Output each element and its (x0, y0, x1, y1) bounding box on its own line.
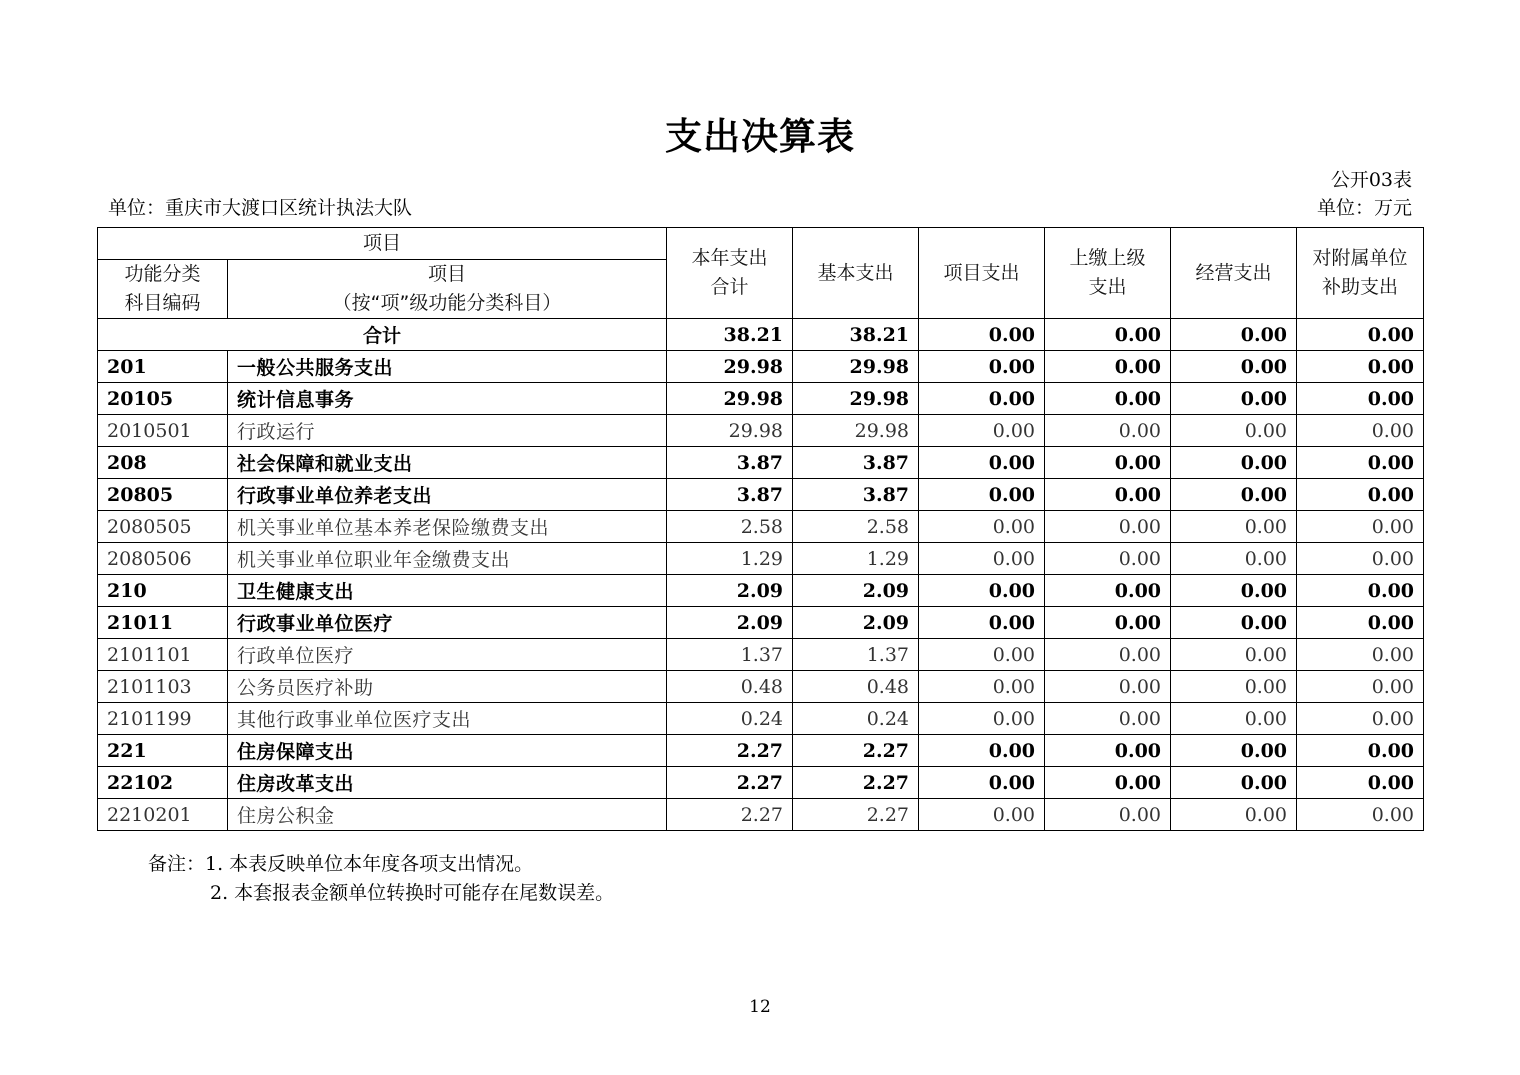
row-cell-total: 29.98 (667, 351, 793, 383)
table-row (98, 351, 1424, 383)
row-name: 社会保障和就业支出 (228, 447, 667, 479)
table-row (98, 575, 1424, 607)
table-row (98, 383, 1424, 415)
row-cell-total: 2.09 (667, 607, 793, 639)
row-cell-upper: 0.00 (1045, 735, 1171, 767)
page-number: 12 (749, 997, 771, 1017)
row-cell-upper: 0.00 (1045, 575, 1171, 607)
row-cell-business: 0.00 (1171, 479, 1297, 511)
row-cell-upper: 0.00 (1045, 447, 1171, 479)
row-cell-subsidiary: 0.00 (1297, 607, 1424, 639)
row-cell-subsidiary: 0.00 (1297, 575, 1424, 607)
row-code: 2101103 (98, 671, 228, 703)
table-row (98, 671, 1424, 703)
row-cell-basic: 2.27 (793, 799, 919, 831)
table-row (98, 415, 1424, 447)
row-cell-project: 0.00 (919, 479, 1045, 511)
table-row (98, 479, 1424, 511)
row-cell-basic: 2.27 (793, 767, 919, 799)
table-row (98, 543, 1424, 575)
row-cell-upper: 0.00 (1045, 639, 1171, 671)
row-cell-project: 0.00 (919, 703, 1045, 735)
header-subsidiary-subsidy-text: 对附属单位 补助支出 (1312, 247, 1408, 298)
row-cell-business: 0.00 (1171, 575, 1297, 607)
page-title: 支出决算表 (665, 115, 855, 158)
table-row (98, 767, 1424, 799)
row-cell-upper: 0.00 (1045, 703, 1171, 735)
table-row (98, 703, 1424, 735)
header-business-expenditure: 经营支出 (1171, 228, 1297, 319)
row-cell-basic: 2.09 (793, 607, 919, 639)
row-cell-upper: 0.00 (1045, 671, 1171, 703)
row-code: 221 (98, 735, 228, 767)
row-cell-business: 0.00 (1171, 735, 1297, 767)
row-cell-subsidiary: 0.00 (1297, 639, 1424, 671)
row-cell-upper: 0.00 (1045, 351, 1171, 383)
row-cell-subsidiary: 0.00 (1297, 799, 1424, 831)
row-code: 20805 (98, 479, 228, 511)
row-cell-project: 0.00 (919, 351, 1045, 383)
total-row (98, 319, 1424, 351)
row-code: 2101101 (98, 639, 228, 671)
table-row (98, 447, 1424, 479)
note-line-2: 2. 本套报表金额单位转换时可能存在尾数误差。 (210, 882, 615, 904)
row-cell-basic: 29.98 (793, 351, 919, 383)
row-cell-upper: 0.00 (1045, 383, 1171, 415)
row-cell-upper: 0.00 (1045, 479, 1171, 511)
row-cell-total: 2.27 (667, 735, 793, 767)
row-name: 行政单位医疗 (228, 639, 667, 671)
row-cell-total: 1.37 (667, 639, 793, 671)
row-name: 行政运行 (228, 415, 667, 447)
row-cell-project: 0.00 (919, 383, 1045, 415)
row-cell-project: 0.00 (919, 607, 1045, 639)
row-code: 201 (98, 351, 228, 383)
row-cell-basic: 2.58 (793, 511, 919, 543)
row-cell-total: 2.27 (667, 799, 793, 831)
currency-unit: 单位：万元 (1316, 197, 1412, 219)
row-cell-subsidiary: 0.00 (1297, 383, 1424, 415)
row-code: 2080505 (98, 511, 228, 543)
row-cell-project: 0.00 (919, 447, 1045, 479)
row-cell-total: 29.98 (667, 415, 793, 447)
row-cell-total: 0.48 (667, 671, 793, 703)
row-cell-basic: 2.27 (793, 735, 919, 767)
row-cell-upper: 0.00 (1045, 799, 1171, 831)
table-row (98, 799, 1424, 831)
row-name: 行政事业单位养老支出 (228, 479, 667, 511)
row-cell-business: 0.00 (1171, 671, 1297, 703)
row-cell-project: 0.00 (919, 415, 1045, 447)
row-cell-total: 2.27 (667, 767, 793, 799)
row-cell-basic: 3.87 (793, 447, 919, 479)
row-cell-business: 0.00 (1171, 351, 1297, 383)
header-project-group: 项目 (98, 228, 667, 260)
total-label: 合计 (98, 319, 667, 351)
row-cell-project: 0.00 (919, 799, 1045, 831)
row-cell-basic: 29.98 (793, 383, 919, 415)
row-cell-subsidiary: 0.00 (1297, 447, 1424, 479)
reporting-unit: 单位：重庆市大渡口区统计执法大队 (108, 197, 413, 219)
row-code: 21011 (98, 607, 228, 639)
row-name: 住房改革支出 (228, 767, 667, 799)
row-code: 22102 (98, 767, 228, 799)
row-cell-project: 0.00 (919, 543, 1045, 575)
table-row (98, 639, 1424, 671)
row-name: 机关事业单位基本养老保险缴费支出 (228, 511, 667, 543)
row-cell-business: 0.00 (1171, 703, 1297, 735)
row-cell-subsidiary: 0.00 (1297, 511, 1424, 543)
row-name: 公务员医疗补助 (228, 671, 667, 703)
row-cell-upper: 0.00 (1045, 511, 1171, 543)
row-cell-subsidiary: 0.00 (1297, 415, 1424, 447)
row-cell-business: 0.00 (1171, 799, 1297, 831)
row-cell-subsidiary: 0.00 (1297, 543, 1424, 575)
row-name: 机关事业单位职业年金缴费支出 (228, 543, 667, 575)
header-item-name-text: 项目 （按“项”级功能分类科目） (332, 263, 562, 314)
row-cell-subsidiary: 0.00 (1297, 671, 1424, 703)
row-code: 2210201 (98, 799, 228, 831)
row-cell-project: 0.00 (919, 671, 1045, 703)
table-row (98, 511, 1424, 543)
row-name: 行政事业单位医疗 (228, 607, 667, 639)
row-cell-project: 0.00 (919, 575, 1045, 607)
row-name: 一般公共服务支出 (228, 351, 667, 383)
row-cell-upper: 0.00 (1045, 543, 1171, 575)
row-name: 其他行政事业单位医疗支出 (228, 703, 667, 735)
row-cell-project: 0.00 (919, 511, 1045, 543)
row-cell-business: 0.00 (1171, 511, 1297, 543)
row-cell-business: 0.00 (1171, 415, 1297, 447)
row-cell-total: 2.58 (667, 511, 793, 543)
header-function-code-text: 功能分类 科目编码 (124, 263, 201, 314)
row-cell-upper: 0.00 (1045, 415, 1171, 447)
row-cell-total: 3.87 (667, 479, 793, 511)
header-upper-remittance (1045, 228, 1171, 319)
row-code: 2101199 (98, 703, 228, 735)
row-cell-basic: 0.48 (793, 671, 919, 703)
note-line-1: 备注：1. 本表反映单位本年度各项支出情况。 (148, 853, 534, 875)
total-cell-project: 0.00 (919, 319, 1045, 351)
row-cell-business: 0.00 (1171, 543, 1297, 575)
row-cell-subsidiary: 0.00 (1297, 735, 1424, 767)
row-name: 卫生健康支出 (228, 575, 667, 607)
total-cell-total: 38.21 (667, 319, 793, 351)
notes (148, 850, 614, 908)
table-row (98, 607, 1424, 639)
row-cell-business: 0.00 (1171, 767, 1297, 799)
row-cell-business: 0.00 (1171, 383, 1297, 415)
header-project-expenditure: 项目支出 (919, 228, 1045, 319)
row-cell-total: 0.24 (667, 703, 793, 735)
row-cell-subsidiary: 0.00 (1297, 767, 1424, 799)
header-total-expenditure-text: 本年支出 合计 (691, 247, 768, 298)
total-cell-subsidiary: 0.00 (1297, 319, 1424, 351)
row-cell-subsidiary: 0.00 (1297, 351, 1424, 383)
header-subsidiary-subsidy (1297, 228, 1424, 319)
row-cell-basic: 0.24 (793, 703, 919, 735)
row-code: 210 (98, 575, 228, 607)
row-cell-business: 0.00 (1171, 639, 1297, 671)
row-cell-business: 0.00 (1171, 447, 1297, 479)
expenditure-table (97, 227, 1424, 831)
row-cell-subsidiary: 0.00 (1297, 479, 1424, 511)
header-total-expenditure (667, 228, 793, 319)
row-name: 住房公积金 (228, 799, 667, 831)
header-item-name (228, 260, 667, 319)
row-name: 住房保障支出 (228, 735, 667, 767)
row-code: 2010501 (98, 415, 228, 447)
row-cell-basic: 1.37 (793, 639, 919, 671)
header-basic-expenditure: 基本支出 (793, 228, 919, 319)
header-upper-remittance-text: 上缴上级 支出 (1069, 247, 1146, 298)
row-cell-basic: 29.98 (793, 415, 919, 447)
total-cell-upper: 0.00 (1045, 319, 1171, 351)
total-cell-business: 0.00 (1171, 319, 1297, 351)
row-cell-business: 0.00 (1171, 607, 1297, 639)
row-code: 2080506 (98, 543, 228, 575)
row-cell-project: 0.00 (919, 735, 1045, 767)
row-name: 统计信息事务 (228, 383, 667, 415)
row-cell-basic: 3.87 (793, 479, 919, 511)
row-cell-project: 0.00 (919, 767, 1045, 799)
table-body (98, 319, 1424, 831)
row-cell-upper: 0.00 (1045, 767, 1171, 799)
row-cell-project: 0.00 (919, 639, 1045, 671)
total-cell-basic: 38.21 (793, 319, 919, 351)
row-cell-subsidiary: 0.00 (1297, 703, 1424, 735)
row-code: 208 (98, 447, 228, 479)
header-function-code (98, 260, 228, 319)
row-cell-total: 29.98 (667, 383, 793, 415)
table-row (98, 735, 1424, 767)
row-cell-total: 2.09 (667, 575, 793, 607)
row-cell-basic: 1.29 (793, 543, 919, 575)
row-cell-upper: 0.00 (1045, 607, 1171, 639)
row-cell-total: 1.29 (667, 543, 793, 575)
row-cell-basic: 2.09 (793, 575, 919, 607)
form-number: 公开03表 (1330, 169, 1412, 191)
row-cell-total: 3.87 (667, 447, 793, 479)
row-code: 20105 (98, 383, 228, 415)
